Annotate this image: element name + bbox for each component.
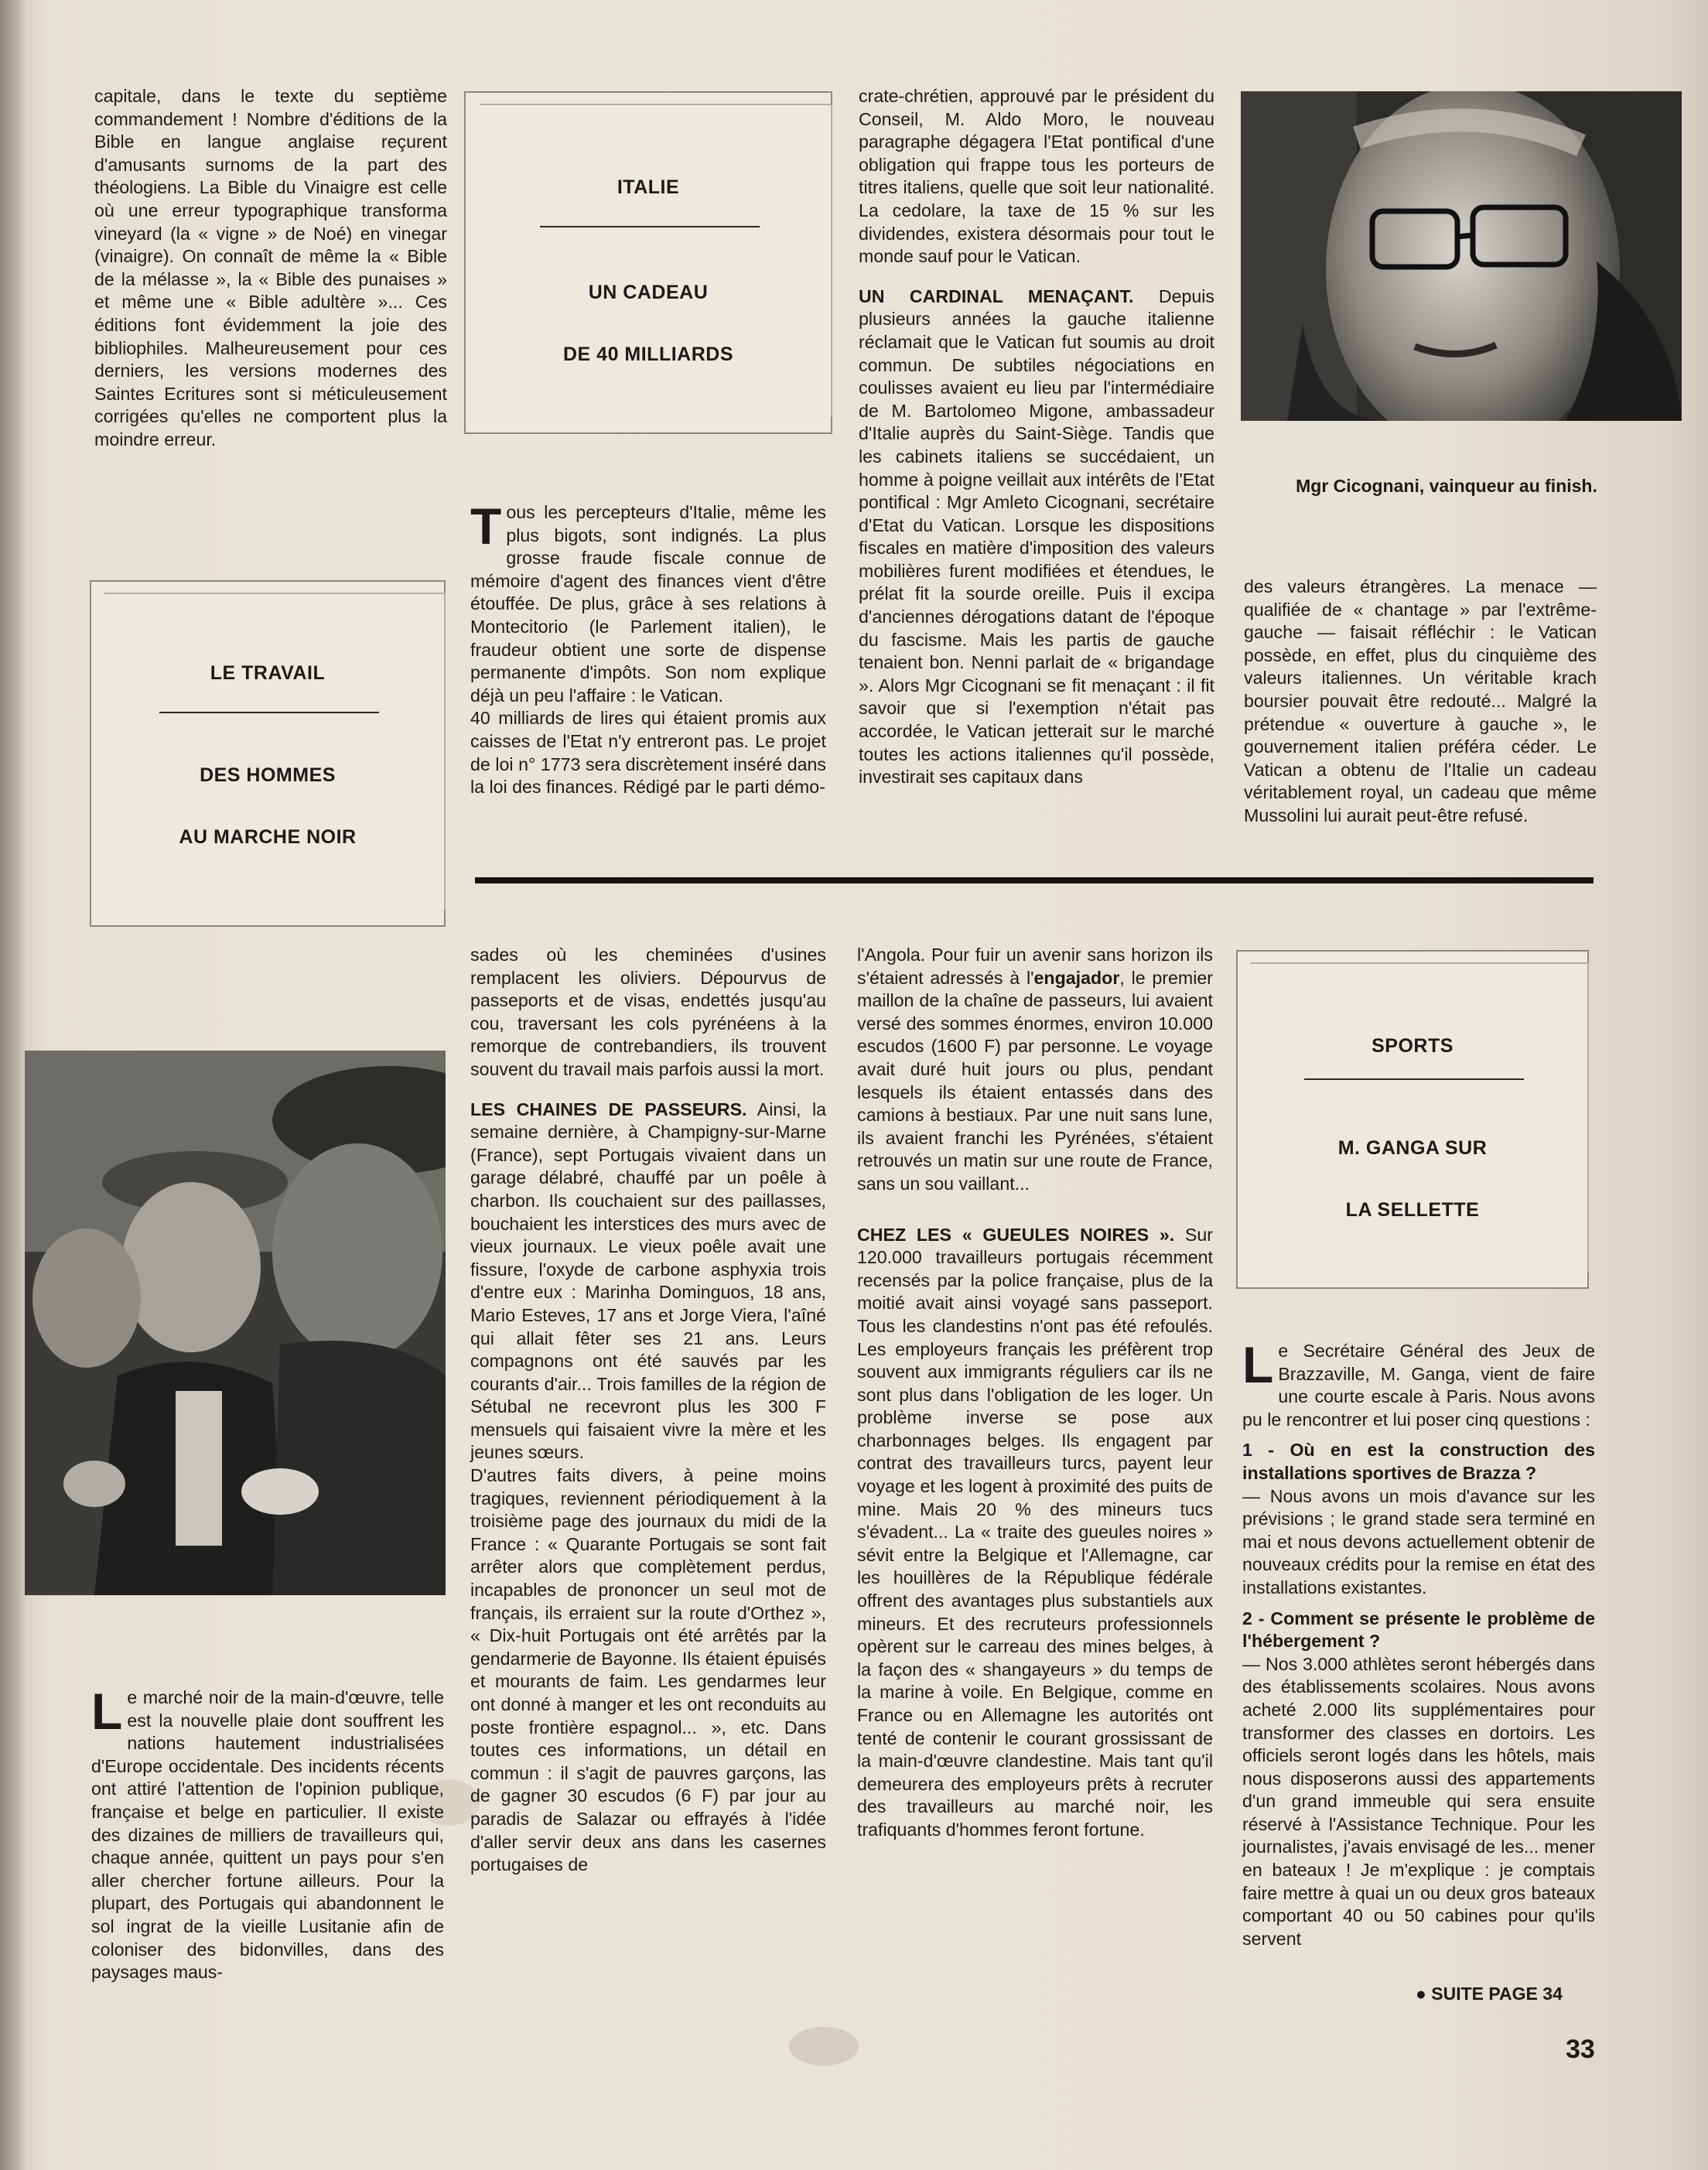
continued-on-page [1416,1984,1563,2004]
sports-column [1242,1336,1595,1950]
sports-headline-2: LA SELLETTE [1345,1199,1480,1221]
dropcap-l: L [1242,1336,1274,1393]
section-divider-rule [475,877,1594,883]
term-engajador: engajador [1033,967,1120,988]
travail-paragraph-text: Ainsi, la semaine dernière, à Champigny-sur-Marne (France), sept Portugais vivaient dans un garage délabré, chauffé par un poêle à charbon. Ils couchaient sur des paillasses, bouchaient les interstices des murs avec de vieux journaux. Le vieux poêle avait une fissure, l'oxyde de carbone asphyxia trois d'entre eux : Marinha Dominguos, 18 ans, Mario Esteves, 17 ans et Jorge Viera, l'aîné qui allait fêter ses 21 ans. Leurs compagnons ont été sauvés par les courants d'air... Trois familles de la région de Sétubal ne recevront plus les 300 F mensuels qui faisaient vivre la mère et les jeunes sœurs. [470,1099,826,1463]
subhead-passeurs: LES CHAINES DE PASSEURS. [470,1099,747,1119]
travail-paragraph: sades où les cheminées d'usines remplacent les oliviers. Dépourvus de passeports et de visas, endettés jusqu'au cou, traversant les cols pyrénéens à la remorque de contrebandiers, ils trouvent souvent du travail mais parfois aussi la mort. [470,945,826,1079]
headline-box-italie [464,91,832,434]
question-1: 1 - Où en est la construction des installations sportives de Brazza ? [1242,1440,1595,1483]
sports-kicker: SPORTS [1372,1035,1454,1057]
subhead-gueules-noires: CHEZ LES « GUEULES NOIRES ». [857,1224,1175,1245]
italie-column-4 [1244,576,1597,828]
bible-article-column [94,85,447,452]
italie-paragraph: crate-chrétien, approuvé par le président du Conseil, M. Aldo Moro, le nouveau paragraphe dégagera l'Etat pontifical d'une obligation qui frappe tous les porteurs de titres italiens, quelle que soit leur nationalité. La cedolare, la taxe de 15 % sur les dividendes, existera désormais pour tout le monde sauf pour le Vatican. [859,86,1214,267]
headline-divider [1304,1078,1524,1080]
travail-headline-1: DES HOMMES [200,764,336,786]
travail-paragraph-text: Sur 120.000 travailleurs portugais récemment recensés par la police française, plus de la moitié avait ainsi voyagé sans passeport. Tous les clandestins n'ont pas été refoulés. Les employeurs français les préfèrent trop souvent aux immigrants réguliers car ils ne sont plus dans l'obligation de les loger. Un problème inverse se pose aux charbonnages belges. Ils engagent par contrat des travailleurs turcs, payent leur voyage et les logent à proximité des puits de mine. Mais 20 % des mineurs tucs s'évadent... La « traite des gueules noires » sévit entre la Belgique et l'Allemagne, car les houillères de la République fédérale offrent des avantages plus substantiels aux mineurs. Et des recruteurs professionnels opèrent sur le carreau des mines belges, à la façon des « shangayeurs » du temps de la marine à voile. En Belgique, comme en France ou en Allemagne les autorités ont tenté de contenir le courant grossissant de la main-d'œuvre clandestine. Mais tant qu'il demeurera des employeurs prêts à recruter des travailleurs au marché noir, les trafiquants d'hommes feront fortune. [857,1224,1213,1840]
page-number: 33 [1566,2035,1595,2064]
headline-divider [540,226,760,227]
travail-paragraph: D'autres faits divers, à peine moins tragiques, reviennent périodiquement à la troisième page des journaux du midi de la France : « Quarante Portugais se sont fait arrêter alors que complètement perdus, incapables de prononcer un seul mot de français, ils erraient sur la route d'Orthez », « Dix-huit Portugais ont été arrêtés par la gendarmerie de Bayonne. Ils étaient épuisés et mourants de faim. Les gendarmes leur ont donné à manger et les ont reconduits au poste frontière espagnol... », etc. Dans toutes ces informations, un détail en commun : il s'agit de pauvres garçons, las de gagner 30 escudos (6 F) par jour au paradis de Salazar ou effrayés à l'idée d'aller servir deux ans dans les casernes portugaises de [470,1465,826,1875]
italie-column-3 [859,85,1214,789]
sports-question [1242,1608,1595,1653]
photo-cicognani [1241,91,1682,421]
italie-kicker: ITALIE [617,176,680,198]
headline-box-travail [90,580,446,927]
italie-column-2 [470,497,826,799]
italie-paragraph [859,285,1214,789]
travail-column-2 [470,944,826,1877]
bible-article-text: capitale, dans le texte du septième commandement ! Nombre d'éditions de la Bible en langue anglaise reçurent d'amusants surnoms de la part des théologiens. La Bible du Vinaigre est celle où une erreur typographique transforma vineyard (la « vigne » de Noé) en vinegar (vinaigre). On connaît de même la « Bible de la mélasse », la « Bible des punaises » et même une « Bible adultère »... Ces éditions font évidemment la joie des bibliophiles. Malheureusement pour ces derniers, les versions modernes des Saintes Ecritures sont si méticuleusement corrigées qu'elles ne comportent plus la moindre erreur. [94,86,447,449]
travail-paragraph [857,1224,1213,1842]
italie-paragraph: des valeurs étrangères. La menace — qualifiée de « chantage » par l'extrême-gauche — faisait réfléchir : le Vatican possède, en effet, plus du cinquième des valeurs italiennes. Un véritable krach boursier pouvait être redouté... Malgré la prétendue « ouverture à gauche », le gouvernement italien préféra céder. Le Vatican a obtenu de l'Italie un cadeau véritablement royal, un cadeau que même Mussolini lui aurait peut-être refusé. [1244,576,1597,825]
portrait-cicognani [1241,91,1682,421]
travail-column-1 [91,1683,444,1984]
paper-stain [789,2027,859,2066]
question-2: 2 - Comment se présente le problème de l'hébergement ? [1242,1608,1595,1652]
sports-question [1242,1439,1595,1485]
travail-paragraph [470,1099,826,1465]
sports-answer: — Nous avons un mois d'avance sur les prévisions ; le grand stade sera terminé en mai et nous devons actuellement obtenir de nouveaux crédits pour la remise en état des installations existantes. [1242,1485,1595,1598]
page-spine [0,0,26,2170]
italie-headline-2: DE 40 MILLIARDS [562,343,734,365]
sports-answer: — Nos 3.000 athlètes seront hébergés dans des établissements scolaires. Nous avons acheté 2.000 lits supplémentaires pour transformer des classes en dortoirs. Les officiels seront logés dans les hôtels, mais nous disposerons aussi des appartements d'un grand immeuble qui sera ensuite réservé à l'Assistance Technique. Pour les journalistes, j'avais envisagé de les... mener en bateaux ! Je m'explique : je comptais faire mettre à quai un ou deux gros bateaux comportant 40 ou 50 cabines pour qu'ils servent [1242,1653,1595,1949]
dropcap-t: T [470,497,502,555]
workers-photo [25,1051,446,1595]
photo-portuguese-workers [25,1051,446,1595]
photo-caption: Mgr Cicognani, vainqueur au finish. [1296,476,1597,496]
sports-headline-1: M. GANGA SUR [1337,1137,1488,1159]
continued-label: SUITE PAGE 34 [1431,1984,1563,2004]
travail-paragraph-text: , le premier maillon de la chaîne de passeurs, lui avaient versé des sommes énormes, environ 10.000 escudos (1600 F) par personne. Le voyage avait duré huit jours ou plus, pendant lesquels ils étaient entassés dans des camions à bestiaux. Par une nuit sans lune, ils avaient franchi les Pyrénées, s'étaient retrouvés un matin sur une route de France, sans un sou vaillant... [857,967,1213,1194]
bullet-icon: ● [1416,1984,1432,2004]
italie-paragraph: ous les percepteurs d'Italie, même les plus bigots, sont indignés. La plus grosse fraude fiscale connue de mémoire d'agent des finances vient d'être étouffée. De plus, grâce à ses relations à Montecitorio (le Parlement italien), le fraudeur obtient une sorte de dispense permanente d'impôts. Son nom explique déjà un peu l'affaire : le Vatican. [470,502,826,706]
travail-paragraph: e marché noir de la main-d'œuvre, telle est la nouvelle plaie dont souffrent les nations hautement industrialisées d'Europe occidentale. Des incidents récents ont attiré l'attention de l'opinion publique, française et belge en particulier. Il existe des dizaines de milliers de travailleurs qui, chaque année, quittent un pays pour s'en aller chercher fortune ailleurs. Pour la plupart, des Portugais qui abandonnent le sol ingrat de la vieille Lusitanie afin de coloniser des bidonvilles, dans des paysages maus- [91,1687,444,1983]
italie-paragraph-text: Depuis plusieurs années la gauche italienne réclamait que le Vatican fut soumis au droit commun. De subtiles négociations en coulisses avaient eu lieu par l'intermédiaire de M. Bartolomeo Migone, ambassadeur d'Italie auprès du Saint-Siège. Tandis que les cabinets italiens se succédaient, un homme à poigne veillait aux intérêts de l'Etat pontifical : Mgr Amleto Cicognani, secrétaire d'Etat du Vatican. Lorsque les dispositions fiscales en matière d'imposition des valeurs mobilières furent modifiées et étendues, le prélat fit la sourde oreille. Puis il excipa d'anciennes dérogations datant de l'époque du fascisme. Mais les partis de gauche tenaient bon. Nenni parlait de « brigandage ». Alors Mgr Cicognani se fit menaçant : il fit savoir que si l'exemption n'était pas accordée, le Vatican jetterait sur le marché toutes les actions italiennes qu'il possède, investirait ses capitaux dans [859,285,1215,788]
italie-headline-1: UN CADEAU [588,282,709,303]
subhead-cardinal: UN CARDINAL MENAÇANT. [859,285,1134,306]
italie-paragraph: 40 milliards de lires qui étaient promis aux caisses de l'Etat n'y entreront pas. Le projet de loi n° 1773 sera discrètement inséré dans la loi des finances. Rédigé par le parti démo- [470,708,826,798]
headline-box-sports [1236,950,1589,1289]
headline-divider [159,712,379,713]
travail-paragraph-text: l'Angola. Pour fuir un avenir sans horizon ils s'étaient adressés à l' [857,945,1213,988]
travail-headline-2: AU MARCHE NOIR [179,826,357,848]
travail-kicker: LE TRAVAIL [210,662,326,684]
travail-paragraph [857,944,1213,1196]
travail-column-3 [857,944,1213,1842]
dropcap-l: L [91,1683,123,1740]
sports-paragraph: e Secrétaire Général des Jeux de Brazzaville, M. Ganga, vient de faire une courte escale à Paris. Nous avons pu le rencontrer et lui poser cinq questions : [1242,1341,1595,1430]
